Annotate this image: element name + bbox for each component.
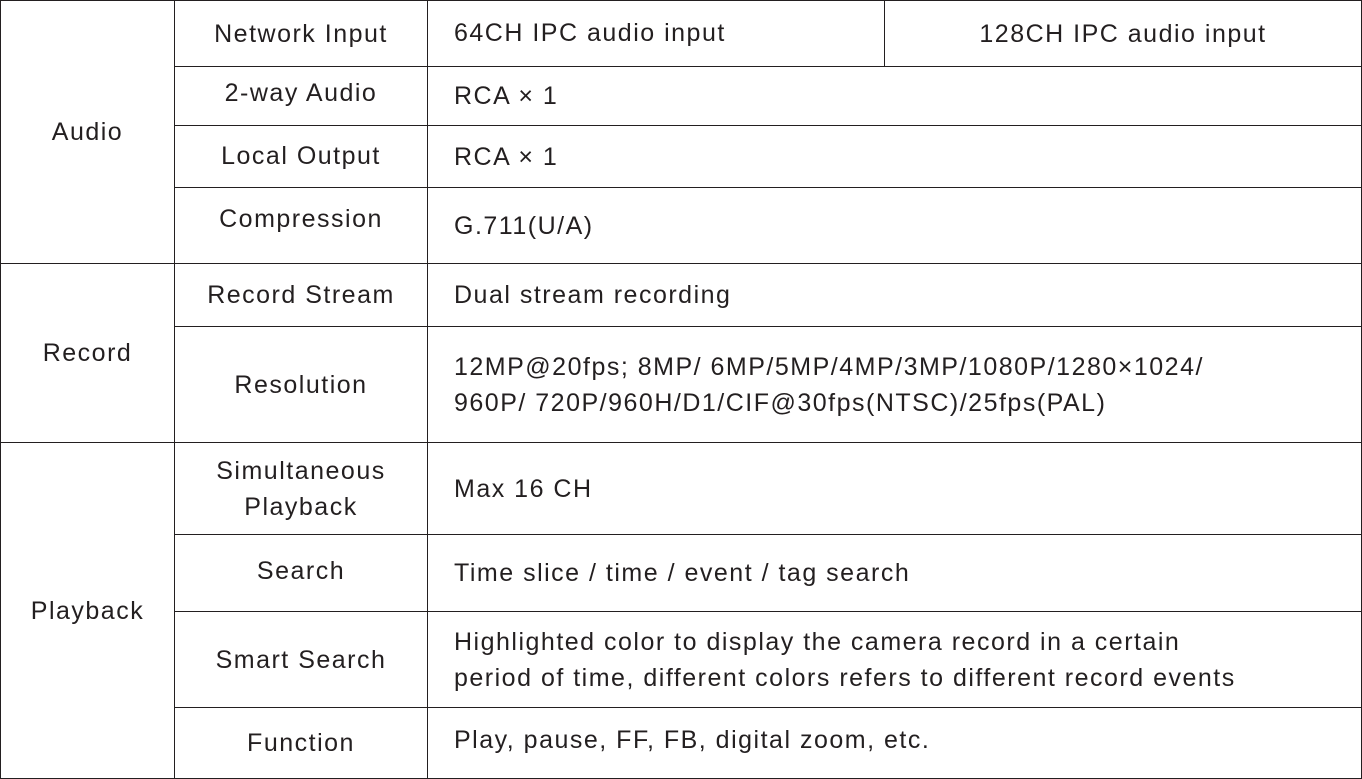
table-row-record-stream	[1, 264, 1362, 327]
value-cell-search: Time slice / time / event / tag search	[428, 535, 1362, 612]
value-cell-function: Play, pause, FF, FB, digital zoom, etc.	[428, 708, 1362, 779]
table-row-2way-audio	[1, 67, 1362, 126]
table-row-resolution	[1, 327, 1362, 443]
group-label-playback: Playback	[30, 596, 145, 625]
group-cell-record	[1, 264, 175, 443]
table-row-local-output	[1, 126, 1362, 188]
value-cell-smart-search: Highlighted color to display the camera record in a certain period of time, different colors refers to different record events	[428, 612, 1362, 708]
value-cell-resolution: 12MP@20fps; 8MP/ 6MP/5MP/4MP/3MP/1080P/1280×1024/ 960P/ 720P/960H/D1/CIF@30fps(NTSC)/25fps(PAL)	[428, 327, 1362, 443]
row-label-record-stream: Record Stream	[175, 264, 428, 327]
group-cell-playback	[1, 443, 175, 779]
value-cell-2way-audio: RCA × 1	[428, 67, 1362, 126]
group-label-audio: Audio	[51, 118, 124, 146]
row-label-search: Search	[175, 535, 428, 612]
value-cell-record-stream: Dual stream recording	[428, 264, 1362, 327]
value-cell-local-output: RCA × 1	[428, 126, 1362, 188]
row-label-network-input: Network Input	[175, 1, 428, 67]
row-label-function: Function	[175, 708, 428, 779]
row-label-2way-audio: 2-way Audio	[175, 67, 428, 126]
table-row-compression	[1, 188, 1362, 264]
table-row-simultaneous-playback	[1, 443, 1362, 535]
table-row-function	[1, 708, 1362, 779]
group-cell-audio	[1, 1, 175, 264]
value-cell-128ch: 128CH IPC audio input	[885, 1, 1362, 67]
value-cell-simultaneous-playback: Max 16 CH	[428, 443, 1362, 535]
row-label-resolution: Resolution	[175, 327, 428, 443]
table-row-network-input	[1, 1, 1362, 67]
table-row-smart-search	[1, 612, 1362, 708]
row-label-local-output: Local Output	[175, 126, 428, 188]
group-label-record: Record	[42, 339, 133, 367]
row-label-smart-search: Smart Search	[175, 612, 428, 708]
row-label-simultaneous-playback: Simultaneous Playback	[175, 443, 428, 535]
value-cell-compression: G.711(U/A)	[428, 188, 1362, 264]
table-row-search	[1, 535, 1362, 612]
value-cell-64ch: 64CH IPC audio input	[428, 1, 885, 67]
row-label-compression: Compression	[175, 188, 428, 264]
